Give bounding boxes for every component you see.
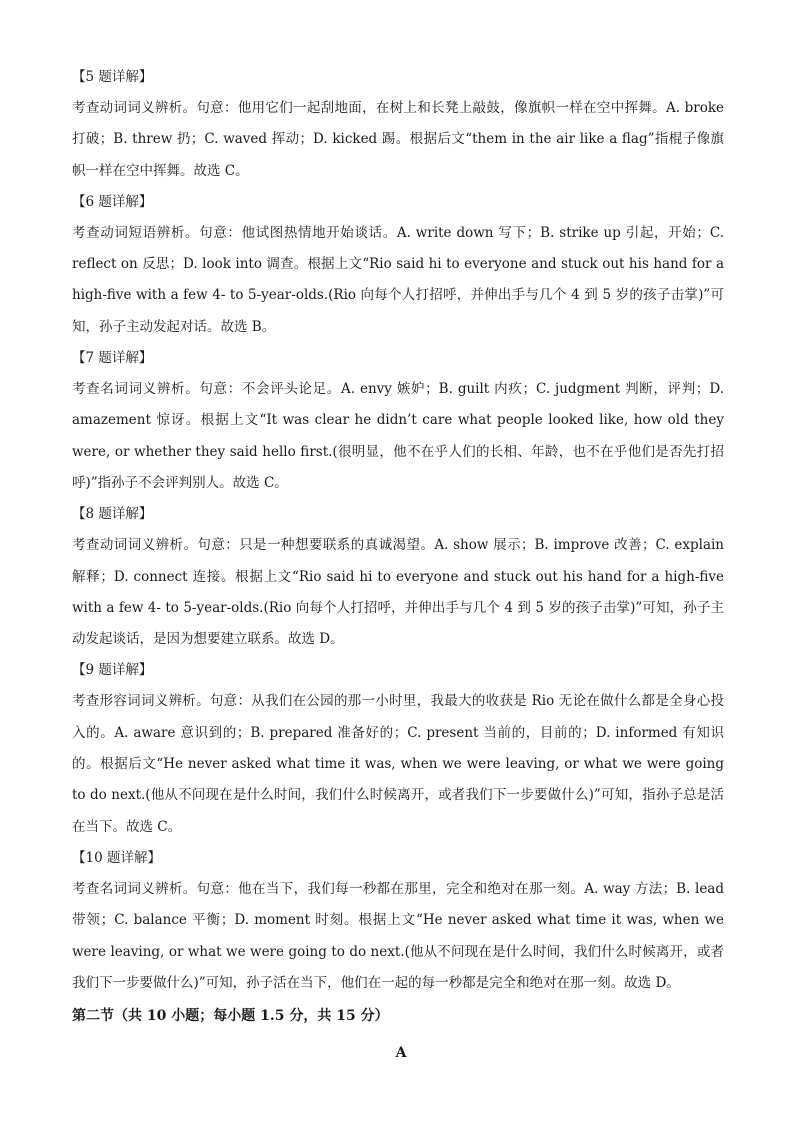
explanation-block-8	[72, 499, 724, 655]
question-heading: 【8 题详解】	[72, 506, 153, 523]
explanation-text: 考查形容词词义辨析。句意：从我们在公园的那一小时里，我最大的收获是 Rio 无论在做什么都是全身心投入的。A. aware 意识到的；B. prepared 准备好的；C. present 当前的，目前的；D. informed 有知识的。根据后文“He never asked what time it was, when we were leaving, or what we were going to do next.(他从不问现在是什么时间，我们什么时候离开，或者我们下一步要做什么)”可知，指孙子总是活在当下。故选 C。	[72, 693, 724, 835]
explanation-block-7	[72, 343, 724, 499]
passage-letter: A	[395, 1045, 407, 1062]
question-heading: 【5 题详解】	[72, 69, 153, 85]
explanation-text: 考查名词词义辨析。句意：他在当下，我们每一秒都在那里，完全和绝对在那一刻。A. way 方法；B. lead 带领；C. balance 平衡；D. moment 时刻。根据上文“He never asked what time it was, when we were leaving, or what we were going to do next.(他从不问现在是什么时间，我们什么时候离开，或者我们下一步要做什么)”可知，孙子活在当下，他们在一起的每一秒都是完全和绝对在那一刻。故选 D。	[72, 880, 724, 991]
explanation-text: 考查名词词义辨析。句意：不会评头论足。A. envy 嫉妒；B. guilt 内疚；C. judgment 判断，评判；D. amazement 惊讶。根据上文“It was clear he didn’t care what people looked like, how old they were, or whether they said hello first.(很明显，他不在乎人们的长相、年龄，也不在乎他们是否先打招呼)”指孙子不会评判别人。故选 C。	[72, 381, 724, 491]
explanation-block-10	[72, 843, 724, 999]
document-page	[72, 62, 724, 1069]
question-heading: 【6 题详解】	[72, 193, 153, 210]
explanation-block-5	[72, 62, 724, 187]
explanation-text: 考查动词词义辨析。句意：他用它们一起刮地面，在树上和长凳上敲鼓，像旗帜一样在空中挥舞。A. broke 打破；B. threw 扔；C. waved 挥动；D. kicked 踢。根据后文“them in the air like a flag”指棍子像旗帜一样在空中挥舞。故选 C。	[72, 100, 724, 179]
question-heading: 【9 题详解】	[72, 662, 153, 679]
explanation-block-6	[72, 187, 724, 343]
explanation-block-9	[72, 655, 724, 842]
section-title: 第二节（共 10 小题；每小题 1.5 分，共 15 分）	[72, 1008, 389, 1025]
question-heading: 【7 题详解】	[72, 350, 153, 367]
explanation-text: 考查动词词义辨析。句意：只是一种想要联系的真诚渴望。A. show 展示；B. improve 改善；C. explain 解释；D. connect 连接。根据上文“Rio said hi to everyone and stuck out his hand for a high-five with a few 4- to 5-year-olds.(Rio 向每个人打招呼，并伸出手与几个 4 到 5 岁的孩子击掌)”可知，孙子主动发起谈话，是因为想要建立联系。故选 D。	[72, 537, 724, 648]
explanation-text: 考查动词短语辨析。句意：他试图热情地开始谈话。A. write down 写下；B. strike up 引起，开始；C. reflect on 反思；D. look into 调查。根据上文“Rio said hi to everyone and stuck out his hand for a high-five with a few 4- to 5-year-olds.(Rio 向每个人打招呼，并伸出手与几个 4 到 5 岁的孩子击掌)”可知，孙子主动发起对话。故选 B。	[72, 224, 724, 335]
question-heading: 【10 题详解】	[72, 849, 161, 866]
